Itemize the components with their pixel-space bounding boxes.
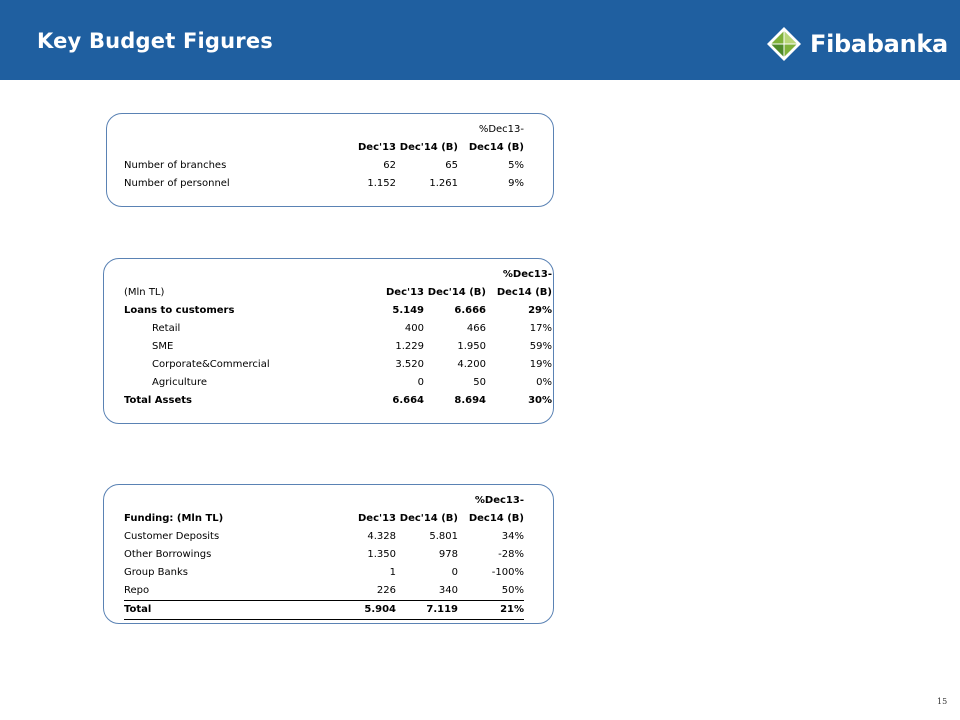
cell-dec13: 3.520 [395, 359, 424, 370]
header-bar [0, 0, 960, 80]
table-row [124, 392, 552, 410]
column-header: Dec'13 [358, 142, 396, 153]
cell-pct: 0% [536, 377, 552, 388]
cell-dec13: 226 [376, 585, 396, 596]
cell-pct: 17% [529, 323, 552, 334]
row-label: Total [124, 601, 329, 620]
table-header-row-top [124, 492, 524, 510]
cell-dec14: 1.950 [457, 341, 486, 352]
table-row [124, 157, 524, 175]
cell-dec14: 4.200 [457, 359, 486, 370]
cell-dec14: 6.666 [454, 305, 486, 316]
column-header: Dec14 (B) [496, 287, 552, 298]
page-title: Key Budget Figures [37, 29, 273, 53]
page-number: 15 [937, 697, 948, 706]
unit-label: (Mln TL) [124, 287, 165, 298]
table-row [124, 564, 524, 582]
table-header-row [124, 284, 552, 302]
cell-dec14: 7.119 [396, 601, 458, 620]
table-row [124, 374, 552, 392]
cell-pct: -100% [491, 567, 524, 578]
cell-dec14: 5.801 [429, 531, 458, 542]
cell-pct: -28% [498, 549, 524, 560]
cell-dec13: 62 [383, 160, 396, 171]
loans-figures-panel [103, 258, 554, 424]
cell-dec13: 5.904 [329, 601, 396, 620]
cell-dec14: 978 [438, 549, 458, 560]
row-label: SME [152, 341, 174, 352]
row-label: Loans to customers [124, 305, 235, 316]
row-label: Repo [124, 585, 150, 596]
cell-dec14: 50 [473, 377, 486, 388]
table-row [124, 356, 552, 374]
row-label: Number of personnel [124, 178, 230, 189]
cell-pct: 30% [528, 395, 552, 406]
column-header: Dec'14 (B) [399, 142, 458, 153]
column-header: Dec'13 [358, 513, 396, 524]
cell-dec14: 65 [445, 160, 458, 171]
row-label: Group Banks [124, 567, 188, 578]
column-header: %Dec13- [478, 124, 524, 135]
cell-dec13: 6.664 [392, 395, 424, 406]
column-header: Dec'14 (B) [427, 287, 486, 298]
cell-dec14: 8.694 [454, 395, 486, 406]
table-row [124, 546, 524, 564]
table-row [124, 528, 524, 546]
cell-dec14: 0 [451, 567, 458, 578]
table-header-row [124, 139, 524, 157]
cell-dec13: 1.229 [395, 341, 424, 352]
cell-pct: 21% [458, 601, 524, 620]
table-row [124, 175, 524, 193]
cell-dec14: 466 [466, 323, 486, 334]
cell-pct: 5% [508, 160, 524, 171]
unit-label: Funding: (Mln TL) [124, 513, 224, 524]
cell-pct: 59% [529, 341, 552, 352]
table-header-row-top [124, 121, 524, 139]
cell-dec14: 340 [438, 585, 458, 596]
column-header: Dec14 (B) [468, 142, 524, 153]
row-label: Customer Deposits [124, 531, 220, 542]
table-header-row-top [124, 266, 552, 284]
row-label: Retail [152, 323, 181, 334]
table-row [124, 320, 552, 338]
cell-pct: 9% [508, 178, 524, 189]
cell-dec13: 0 [417, 377, 424, 388]
funding-figures-panel [103, 484, 554, 624]
cell-dec13: 1.152 [367, 178, 396, 189]
cell-dec13: 4.328 [367, 531, 396, 542]
logo-wordmark: Fibabanka [810, 30, 948, 58]
column-header: %Dec13- [474, 495, 524, 506]
funding-figures-table [124, 492, 524, 620]
column-header: %Dec13- [502, 269, 552, 280]
column-header: Dec'13 [386, 287, 424, 298]
cell-pct: 29% [528, 305, 552, 316]
cell-dec13: 1 [389, 567, 396, 578]
fibabanka-logo [766, 26, 948, 62]
cell-dec13: 400 [404, 323, 424, 334]
loans-figures-table [124, 266, 552, 410]
table-row [124, 582, 524, 601]
row-label: Other Borrowings [124, 549, 212, 560]
cell-dec13: 5.149 [392, 305, 424, 316]
cell-dec13: 1.350 [367, 549, 396, 560]
staff-figures-table [124, 121, 524, 193]
column-header: Dec'14 (B) [399, 513, 458, 524]
table-row [124, 302, 552, 320]
cell-dec14: 1.261 [429, 178, 458, 189]
diamond-logo-icon [766, 26, 802, 62]
row-label: Total Assets [124, 395, 192, 406]
cell-pct: 19% [529, 359, 552, 370]
row-label: Agriculture [152, 377, 207, 388]
cell-pct: 50% [501, 585, 524, 596]
row-label: Corporate&Commercial [152, 359, 270, 370]
column-header: Dec14 (B) [468, 513, 524, 524]
cell-pct: 34% [501, 531, 524, 542]
row-label: Number of branches [124, 160, 227, 171]
table-header-row [124, 510, 524, 528]
staff-figures-panel [106, 113, 554, 207]
table-row [124, 338, 552, 356]
table-total-row [124, 601, 524, 620]
